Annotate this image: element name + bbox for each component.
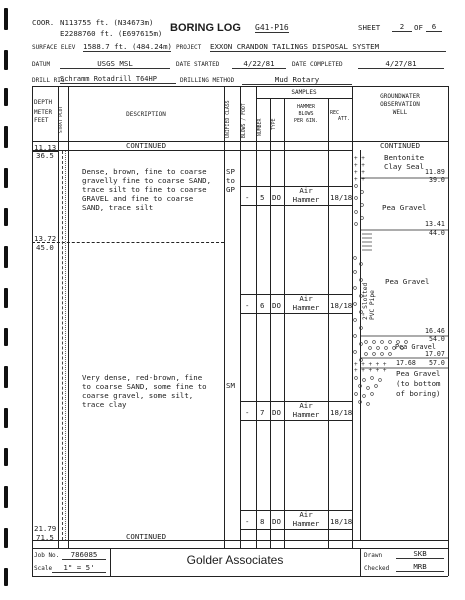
depth-top-ft: 36.5 bbox=[36, 151, 54, 160]
well-pea-gravel-2: Pea Gravel bbox=[385, 277, 430, 286]
col-divider-number bbox=[256, 86, 257, 548]
company-name: Golder Associates bbox=[186, 553, 284, 567]
coord-east: E2288760 ft. (E697615m) bbox=[60, 29, 163, 38]
col-type: TYPE bbox=[272, 118, 277, 130]
col-unified-class: UNIFIED CLASS bbox=[226, 100, 231, 138]
coord-north: N113755 ft. (N34673m) bbox=[60, 18, 154, 27]
checked-label: Checked bbox=[364, 565, 390, 572]
col-observation: OBSERVATION bbox=[380, 101, 420, 108]
svg-text:+ + + + +: + + + + + bbox=[354, 361, 387, 368]
checked-by: MRB bbox=[396, 562, 444, 572]
well-pea-gravel-3: Pea Gravel bbox=[395, 343, 436, 351]
col-divider-blows bbox=[240, 86, 241, 548]
well-depth-5-m: 17.68 bbox=[396, 359, 416, 367]
sheet-total: 6 bbox=[426, 22, 442, 32]
continued-top: CONTINUED bbox=[125, 141, 167, 150]
continued-divider bbox=[32, 150, 352, 151]
col-strat-plot: STRAT PLOT bbox=[59, 105, 64, 133]
project-name: EXXON CRANDON TAILINGS DISPOSAL SYSTEM bbox=[210, 42, 446, 52]
stratum-1-class: SP to GP bbox=[226, 167, 235, 194]
scale-value: 1" = 5' bbox=[52, 563, 106, 573]
well-depth-4-m: 17.07 bbox=[425, 350, 445, 358]
drawn-label: Drawn bbox=[364, 552, 383, 559]
col-divider-class bbox=[224, 86, 225, 548]
stratum-1-description: Dense, brown, fine to coarse gravelly fine to coarse SAND, trace silt to fine to coarse GRAVEL and fine to coarse SAND, trace silt bbox=[82, 167, 212, 212]
svg-text:+ +: + + bbox=[354, 176, 365, 183]
drilling-method-label: DRILLING METHOD bbox=[180, 77, 235, 84]
sheet-of-label: OF bbox=[414, 23, 423, 32]
well-depth-3-m: 16.46 bbox=[425, 327, 445, 335]
drawn-by: SKB bbox=[396, 549, 444, 559]
datum-value: USGS MSL bbox=[60, 59, 170, 69]
col-divider-rec bbox=[328, 98, 329, 548]
date-started: 4/22/81 bbox=[232, 59, 286, 69]
col-meter: METER bbox=[34, 109, 53, 116]
depth-mid-ft: 45.0 bbox=[36, 243, 54, 252]
stratum-2-description: Very dense, red-brown, fine to coarse SAND, some fine to coarse gravel, some silt, trace clay bbox=[82, 373, 207, 409]
well-continued: CONTINUED bbox=[379, 141, 421, 150]
col-rec: REC bbox=[330, 110, 340, 116]
well-depth-3-ft: 54.0 bbox=[429, 335, 445, 343]
well-pea-gravel-4: Pea Gravel (to bottom of boring) bbox=[396, 369, 441, 398]
well-depth-5-ft: 57.0 bbox=[429, 359, 445, 367]
page-title: BORING LOG bbox=[170, 22, 241, 34]
job-no: 786085 bbox=[62, 550, 106, 560]
col-feet: FEET bbox=[34, 117, 49, 124]
surface-elev: 1588.7 ft. (484.24m) bbox=[83, 42, 172, 51]
job-no-label: Job No. bbox=[34, 552, 60, 559]
sheet-number: 2 bbox=[392, 22, 412, 32]
col-depth: DEPTH bbox=[34, 99, 53, 106]
well-pea-gravel-1: Pea Gravel bbox=[382, 203, 427, 212]
col-groundwater: GROUNDWATER bbox=[380, 93, 420, 100]
date-completed-label: DATE COMPLETED bbox=[292, 61, 343, 68]
log-id: G41-P16 bbox=[255, 23, 289, 32]
scale-label: Scale bbox=[34, 565, 53, 572]
well-slotted-pipe-label: 2" Slotted PVC Pipe bbox=[362, 282, 376, 320]
depth-top-m: 11.13 bbox=[34, 143, 57, 152]
well-depth-2-ft: 44.0 bbox=[429, 229, 445, 237]
drill-rig-label: DRILL RIG bbox=[32, 77, 65, 84]
col-hammer: HAMMER bbox=[296, 104, 316, 110]
date-started-label: DATE STARTED bbox=[176, 61, 220, 68]
well-depth-1-ft: 39.0 bbox=[429, 176, 445, 184]
svg-text:+ + + + +: + + + + + bbox=[354, 367, 387, 374]
date-completed: 4/27/81 bbox=[358, 59, 444, 69]
well-depth-1-m: 11.89 bbox=[425, 168, 445, 176]
col-divider-strat bbox=[58, 86, 59, 548]
surface-elev-label: SURFACE ELEV bbox=[32, 44, 76, 51]
project-label: PROJECT bbox=[176, 44, 202, 51]
svg-text:+ +: + + bbox=[354, 162, 365, 169]
col-samples: SAMPLES bbox=[291, 89, 317, 96]
col-blows-foot: BLOWS / FOOT bbox=[242, 103, 247, 138]
depth-bottom-m: 21.79 bbox=[34, 524, 57, 533]
datum-label: DATUM bbox=[32, 61, 51, 68]
well-depth-2-m: 13.41 bbox=[425, 220, 445, 228]
left-border bbox=[32, 86, 33, 576]
continued-bottom: CONTINUED bbox=[125, 532, 167, 541]
col-divider-hammer bbox=[284, 98, 285, 548]
col-per-6in: PER 6IN. bbox=[293, 118, 319, 124]
stratum-2-class: SM bbox=[226, 381, 235, 390]
col-divider-desc bbox=[68, 86, 69, 548]
drilling-method: Mud Rotary bbox=[242, 75, 352, 85]
svg-text:+ +: + + bbox=[354, 155, 365, 162]
drill-rig: Schramm Rotadrill T64HP bbox=[60, 75, 176, 84]
footer-top-border bbox=[32, 548, 448, 549]
samples-subheader-line bbox=[256, 98, 352, 99]
depth-mid-m: 13.72 bbox=[34, 234, 57, 243]
sheet-label: SHEET bbox=[358, 23, 381, 32]
well-bentonite-label: Bentonite Clay Seal bbox=[384, 153, 425, 171]
col-divider-type bbox=[270, 98, 271, 548]
stratum-boundary bbox=[32, 242, 224, 243]
coord-label: COOR. bbox=[32, 18, 55, 27]
svg-text:+ +: + + bbox=[354, 169, 365, 176]
right-border bbox=[448, 86, 449, 576]
col-well: WELL bbox=[392, 109, 408, 116]
col-number: NUMBER bbox=[258, 118, 263, 136]
col-blows: BLOWS bbox=[298, 111, 314, 117]
col-att: ATT. bbox=[338, 116, 351, 122]
depth-bottom-ft: 71.5 bbox=[36, 533, 54, 542]
col-description: DESCRIPTION bbox=[126, 111, 166, 118]
